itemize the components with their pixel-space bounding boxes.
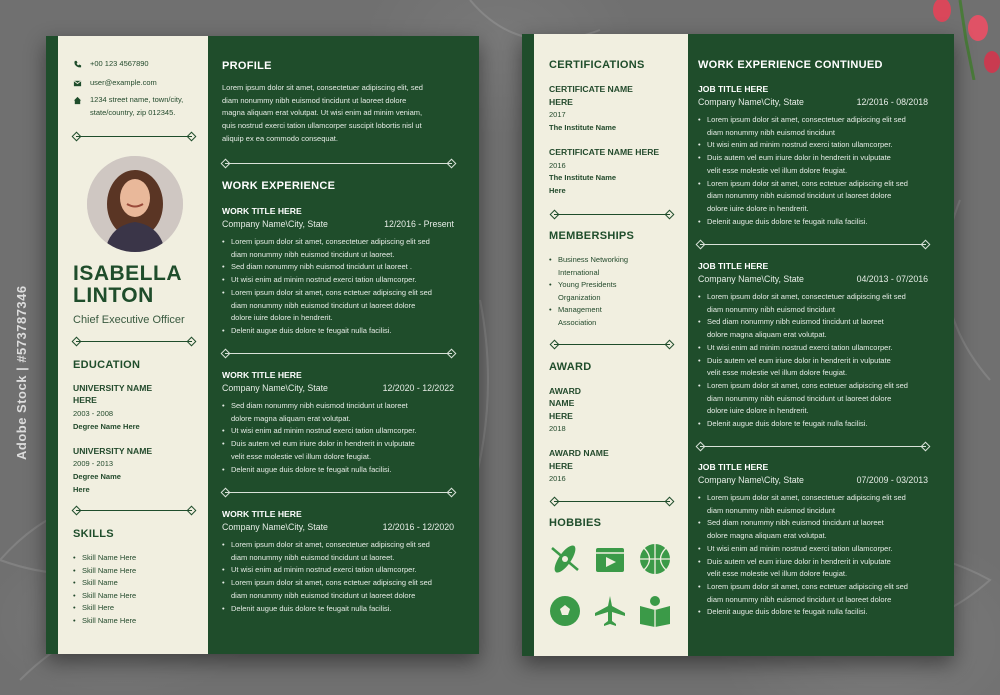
membership-item: • Management Association	[549, 304, 628, 329]
resume-page-2	[522, 34, 954, 656]
profile-heading: PROFILE	[222, 60, 272, 72]
memberships-heading: MEMBERSHIPS	[549, 230, 635, 242]
skill-item: • Skill Name Here	[73, 590, 136, 603]
divider	[554, 214, 670, 215]
certificate-1-name: CERTIFICATE NAME	[549, 84, 633, 94]
skill-item: • Skill Name Here	[73, 615, 136, 628]
job-3-bullets: • Lorem ipsum dolor sit amet, consectetuer adipiscing elit sed diam nonummy nibh euismod tincidunt ut laoreet. • Ut wisi enim ad minim nostrud exerci tation ullamcorper. • Lorem ipsum dolor sit amet, cons ectetuer adipiscing elit sed diam nonummy nibh euismod tincidunt ut laoreet dolore • Delenit augue duis dolore te feugait nulla facilisi.	[222, 539, 462, 615]
divider	[76, 136, 192, 137]
work-continued-heading: WORK EXPERIENCE CONTINUED	[698, 59, 883, 71]
name-last: LINTON	[73, 284, 154, 307]
education-school-2: UNIVERSITY NAME	[73, 446, 153, 456]
basketball-icon	[638, 542, 672, 576]
job-2-company: Company Name\City, State	[222, 383, 328, 393]
certificate-2-institute: The Institute Name	[549, 173, 617, 182]
skill-item: • Skill Name	[73, 577, 136, 590]
award-2-line1: AWARD NAME	[549, 448, 609, 458]
skill-item: • Skill Name Here	[73, 565, 136, 578]
memberships-list	[549, 254, 628, 330]
job-title: Chief Executive Officer	[73, 314, 185, 326]
skills-list	[73, 552, 136, 627]
divider	[700, 446, 926, 447]
name-first: ISABELLA	[73, 262, 182, 285]
education-school-1-cont: HERE	[73, 395, 97, 405]
job-1-company: Company Name\City, State	[222, 219, 328, 229]
job-1-title: WORK TITLE HERE	[222, 206, 302, 216]
job-1-bullets: • Lorem ipsum dolor sit amet, consectetuer adipiscing elit sed diam nonummy nibh euismod tincidunt ut laoreet. • Sed diam nonummy nibh euismod tincidunt ut laoreet . • Ut wisi enim ad minim nostrud exerci tation ullamcorper. • Lorem ipsum dolor sit amet, cons ectetuer adipiscing elit sed diam nonummy nibh euismod tincidunt ut laoreet dolore dolore iuire dolore in hendrerit. • Delenit augue duis dolore te feugait nulla facilisi.	[222, 236, 462, 338]
kayak-icon	[548, 542, 582, 576]
profile-text: Lorem ipsum dolor sit amet, consectetuer adipiscing elit, sed diam nonummy nibh euismod tincidunt ut laoreet dolore magna aliquam erat volutpat. Ut wisi enim ad minim veniam, quis nostrud exerci tation ullamcorper suscipit lobortis nisl ut aliquip ex ea commodo consequat.	[222, 83, 423, 143]
divider	[76, 341, 192, 342]
video-icon	[593, 542, 627, 576]
job-3-dates: 12/2016 - 12/2020	[382, 522, 454, 532]
certifications-heading: CERTIFICATIONS	[549, 59, 645, 71]
profile-photo	[87, 156, 183, 252]
certificate-1-name-cont: HERE	[549, 97, 573, 107]
work-heading: WORK EXPERIENCE	[222, 180, 336, 192]
membership-item: • Business Networking International	[549, 254, 628, 279]
certificate-2-year: 2016	[549, 161, 566, 170]
award-2-year: 2016	[549, 474, 566, 483]
hobbies-heading: HOBBIES	[549, 517, 602, 529]
resume-page-1	[46, 36, 479, 654]
rjob-1-title: JOB TITLE HERE	[698, 84, 769, 94]
education-degree-1: Degree Name Here	[73, 422, 140, 431]
skill-item: • Skill Here	[73, 602, 136, 615]
education-degree-2-cont: Here	[73, 485, 90, 494]
divider	[700, 244, 926, 245]
rjob-1-bullets: • Lorem ipsum dolor sit amet, consectetuer adipiscing elit sed diam nonummy nibh euismod tincidunt • Ut wisi enim ad minim nostrud exerci tation ullamcorper. • Duis autem vel eum iriure dolor in hendrerit in vulputate velit esse molestie vel illum dolore feugiat. • Lorem ipsum dolor sit amet, cons ectetuer adipiscing elit sed diam nonummy nibh euismod tincidunt ut laoreet dolore dolore iuire dolore in hendrerit. • Delenit augue duis dolore te feugait nulla facilisi.	[698, 114, 938, 228]
certificate-1-year: 2017	[549, 110, 566, 119]
divider	[76, 510, 192, 511]
skills-heading: SKILLS	[73, 528, 114, 540]
rjob-2-bullets: • Lorem ipsum dolor sit amet, consectetuer adipiscing elit sed diam nonummy nibh euismod tincidunt • Sed diam nonummy nibh euismod tincidunt ut laoreet dolore magna aliquam erat volutpat. • Ut wisi enim ad minim nostrud exerci tation ullamcorper. • Duis autem vel eum iriure dolor in hendrerit in vulputate velit esse molestie vel illum dolore feugiat. • Lorem ipsum dolor sit amet, cons ectetuer adipiscing elit sed diam nonummy nibh euismod tincidunt ut laoreet dolore dolore iuire dolore in hendrerit. • Delenit augue duis dolore te feugait nulla facilisi.	[698, 291, 938, 431]
reading-icon	[638, 594, 672, 628]
rjob-3-dates: 07/2009 - 03/2013	[856, 475, 928, 485]
airplane-icon	[593, 594, 627, 628]
award-1-line2: NAME	[549, 398, 575, 408]
job-1-dates: 12/2016 - Present	[384, 219, 454, 229]
rjob-2-dates: 04/2013 - 07/2016	[856, 274, 928, 284]
education-degree-2: Degree Name	[73, 472, 121, 481]
education-school-1: UNIVERSITY NAME	[73, 383, 153, 393]
phone-icon	[73, 60, 82, 69]
job-3-title: WORK TITLE HERE	[222, 509, 302, 519]
rjob-3-bullets: • Lorem ipsum dolor sit amet, consectetuer adipiscing elit sed diam nonummy nibh euismod tincidunt • Sed diam nonummy nibh euismod tincidunt ut laoreet dolore magna aliquam erat volutpat. • Ut wisi enim ad minim nostrud exerci tation ullamcorper. • Duis autem vel eum iriure dolor in hendrerit in vulputate velit esse molestie vel illum dolore feugiat. • Lorem ipsum dolor sit amet, cons ectetuer adipiscing elit sed diam nonummy nibh euismod tincidunt ut laoreet dolore • Delenit augue duis dolore te feugait nulla facilisi.	[698, 492, 938, 619]
award-1-line1: AWARD	[549, 386, 581, 396]
award-heading: AWARD	[549, 361, 592, 373]
rjob-1-dates: 12/2016 - 08/2018	[856, 97, 928, 107]
certificate-1-institute: The Institute Name	[549, 123, 617, 132]
job-3-company: Company Name\City, State	[222, 522, 328, 532]
rjob-3-company: Company Name\City, State	[698, 475, 804, 485]
award-2-line2: HERE	[549, 461, 573, 471]
contact-address-line1: 1234 street name, town/city,	[90, 95, 184, 104]
certificate-2-institute-cont: Here	[549, 186, 566, 195]
membership-item: • Young Presidents Organization	[549, 279, 628, 304]
rjob-1-company: Company Name\City, State	[698, 97, 804, 107]
divider	[554, 344, 670, 345]
divider	[225, 353, 452, 354]
certificate-2-name: CERTIFICATE NAME HERE	[549, 147, 660, 157]
job-2-title: WORK TITLE HERE	[222, 370, 302, 380]
job-2-bullets: • Sed diam nonummy nibh euismod tincidunt ut laoreet dolore magna aliquam erat volutpat. • Ut wisi enim ad minim nostrud exerci tation ullamcorper. • Duis autem vel eum iriure dolor in hendrerit in vulputate velit esse molestie vel illum dolore feugiat. • Delenit augue duis dolore te feugait nulla facilisi.	[222, 400, 462, 476]
rjob-2-title: JOB TITLE HERE	[698, 261, 769, 271]
rjob-3-title: JOB TITLE HERE	[698, 462, 769, 472]
contact-phone: +00 123 4567890	[90, 59, 149, 68]
email-icon	[73, 79, 82, 88]
education-heading: EDUCATION	[73, 359, 141, 371]
skill-item: • Skill Name Here	[73, 552, 136, 565]
divider	[554, 501, 670, 502]
education-years-2: 2009 - 2013	[73, 459, 114, 468]
contact-email: user@example.com	[90, 78, 157, 87]
soccer-icon	[548, 594, 582, 628]
education-years-1: 2003 - 2008	[73, 409, 114, 418]
job-2-dates: 12/2020 - 12/2022	[382, 383, 454, 393]
award-1-line3: HERE	[549, 411, 573, 421]
rjob-2-company: Company Name\City, State	[698, 274, 804, 284]
award-1-year: 2018	[549, 424, 566, 433]
divider	[225, 492, 452, 493]
watermark: Adobe Stock | #573787346	[14, 285, 29, 460]
home-icon	[73, 96, 82, 105]
divider	[225, 163, 452, 164]
contact-address-line2: state/country, zip 012345.	[90, 108, 176, 117]
